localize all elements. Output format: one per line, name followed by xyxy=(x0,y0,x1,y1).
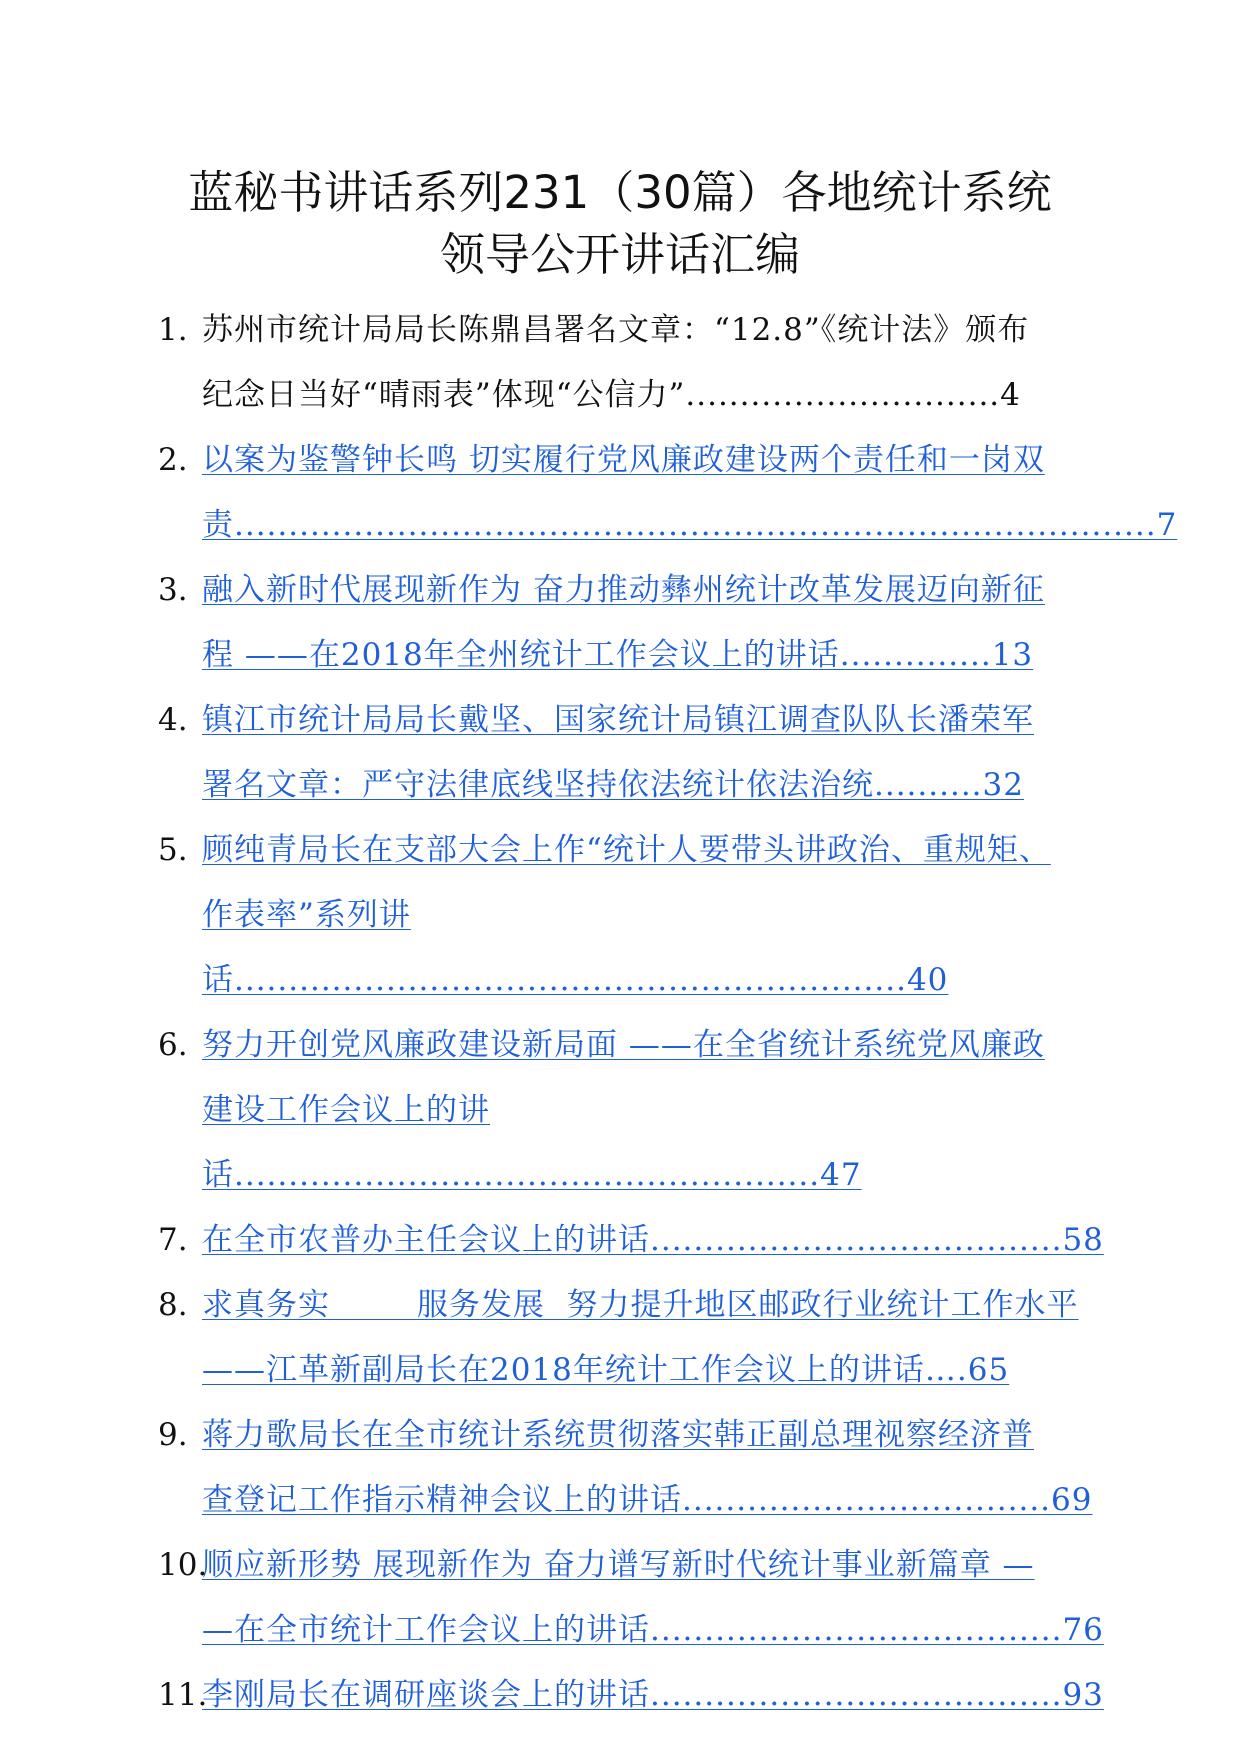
toc-entry-line: 作表率”系列讲话..............................................................40 xyxy=(202,897,949,998)
toc-entry-line: 镇江市统计局局长戴坚、国家统计局镇江调查队队长潘荣军 xyxy=(202,702,1034,738)
document-title-line-2: 领导公开讲话汇编 xyxy=(439,228,800,281)
toc-entry-link[interactable] xyxy=(202,832,1051,998)
toc-entry-8 xyxy=(158,1273,1138,1403)
toc-entry-link[interactable] xyxy=(202,1417,1092,1518)
toc-entry-line: 求真务实 服务发展 努力提升地区邮政行业统计工作水平 xyxy=(202,1287,1079,1323)
toc-entry-line: 署名文章：严守法律底线坚持依法统计依法治统..........32 xyxy=(202,767,1024,803)
toc-entry-line: 顺应新形势 展现新作为 奋力谱写新时代统计事业新篇章 — xyxy=(202,1547,1035,1583)
toc-entry-line: 努力开创党风廉政建设新局面 ——在全省统计系统党风廉政 xyxy=(202,1027,1045,1063)
toc-entry-number: 10. xyxy=(158,1547,208,1583)
toc-entry-line: 苏州市统计局局长陈鼎昌署名文章：“12.8”《统计法》颁布 xyxy=(202,312,1030,348)
toc-entry-line: 李刚局长在调研座谈会上的讲话......................................93 xyxy=(202,1677,1104,1713)
toc-entry-2 xyxy=(158,428,1178,558)
toc-entry-6 xyxy=(158,1013,1138,1208)
toc-entry-line: 责.....................................................................................7 xyxy=(202,507,1178,543)
toc-entry-line: 程 ——在2018年全州统计工作会议上的讲话..............13 xyxy=(202,637,1034,673)
document-title xyxy=(100,162,1140,286)
toc-entry-9 xyxy=(158,1403,1138,1533)
toc-entry-number: 5. xyxy=(158,832,188,868)
toc-entry-1 xyxy=(158,298,1138,428)
toc-entry-line: 查登记工作指示精神会议上的讲话..................................69 xyxy=(202,1482,1093,1518)
toc-entry-link[interactable] xyxy=(202,702,1034,803)
toc-entry-link[interactable] xyxy=(202,1222,1104,1258)
toc-entry-4 xyxy=(158,688,1138,818)
toc-entry-link[interactable] xyxy=(202,572,1045,673)
toc-entry-number: 11. xyxy=(158,1677,208,1713)
toc-entry-number: 4. xyxy=(158,702,188,738)
toc-entry-link[interactable] xyxy=(202,1677,1104,1713)
toc-entry-link[interactable] xyxy=(202,1287,1079,1388)
toc-entry-5 xyxy=(158,818,1138,1013)
toc-entry-line: 建设工作会议上的讲话......................................................47 xyxy=(202,1092,862,1193)
document-title-line-1: 蓝秘书讲话系列231（30篇）各地统计系统 xyxy=(188,166,1052,219)
toc-entry-10 xyxy=(158,1533,1138,1663)
toc-entry-11 xyxy=(158,1663,1138,1728)
toc-entry-number: 9. xyxy=(158,1417,188,1453)
toc-entry-link[interactable] xyxy=(202,1027,1045,1193)
toc-entry-link[interactable] xyxy=(202,1547,1104,1648)
toc-entry-3 xyxy=(158,558,1138,688)
toc-entry-line: ——江革新副局长在2018年统计工作会议上的讲话….65 xyxy=(202,1352,1010,1388)
table-of-contents xyxy=(158,298,1178,1728)
toc-entry-line: 融入新时代展现新作为 奋力推动彝州统计改革发展迈向新征 xyxy=(202,572,1045,608)
toc-entry-number: 6. xyxy=(158,1027,188,1063)
toc-entry-line: 蒋力歌局长在全市统计系统贯彻落实韩正副总理视察经济普 xyxy=(202,1417,1034,1453)
toc-entry-line: 在全市农普办主任会议上的讲话......................................58 xyxy=(202,1222,1104,1258)
toc-entry-number: 3. xyxy=(158,572,188,608)
toc-entry-link[interactable] xyxy=(202,442,1177,543)
toc-entry-line: 以案为鉴警钟长鸣 切实履行党风廉政建设两个责任和一岗双 xyxy=(202,442,1045,478)
toc-entry-number: 2. xyxy=(158,442,188,478)
toc-entry-7 xyxy=(158,1208,1138,1273)
toc-entry-link[interactable] xyxy=(202,312,1029,413)
toc-entry-number: 1. xyxy=(158,312,188,348)
toc-entry-number: 7. xyxy=(158,1222,188,1258)
toc-entry-line: —在全市统计工作会议上的讲话......................................76 xyxy=(202,1612,1104,1648)
toc-entry-line: 纪念日当好“晴雨表”体现“公信力”.............................4 xyxy=(202,377,1021,413)
toc-entry-line: 顾纯青局长在支部大会上作“统计人要带头讲政治、重规矩、 xyxy=(202,832,1051,868)
toc-entry-number: 8. xyxy=(158,1287,188,1323)
